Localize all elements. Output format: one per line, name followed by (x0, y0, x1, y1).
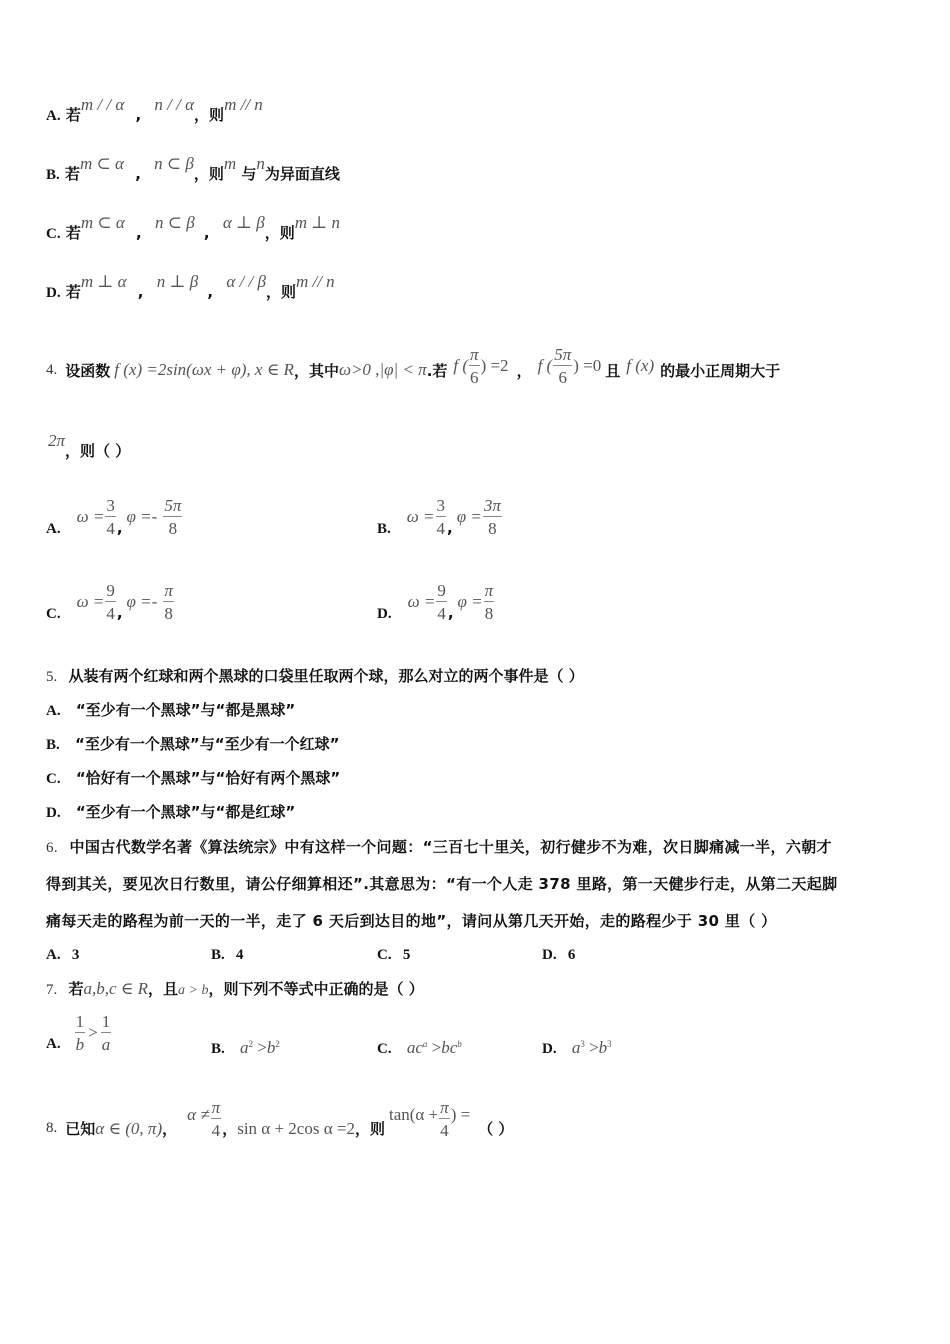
math-fraction: $\frac{1}{a}$ (101, 1011, 111, 1054)
q7-option-c (377, 1038, 462, 1058)
math: ω = (407, 591, 436, 611)
q7-stem (46, 978, 424, 999)
math-condition: α ⊥ β (222, 213, 265, 232)
option-label: C. (46, 606, 61, 622)
q6-option-a (46, 945, 79, 964)
question-number: 6. (46, 840, 58, 856)
math-operator: > (253, 1038, 267, 1057)
math-exponent: 2 (248, 1039, 253, 1049)
option-label: B. (211, 947, 225, 963)
math: f ( (453, 356, 469, 375)
text: ，则 (194, 106, 225, 124)
option-text: 5 (402, 947, 411, 963)
option-label: A. (46, 108, 61, 124)
math-fraction: $\frac{\pi}{8}$ (484, 580, 494, 623)
q6-stem-line3 (46, 910, 776, 931)
question-text: 得到其关，要见次日行数里，请公仔细算相还”.其意思为：“有一个人走 378 里路，第一天健步行走，从第二天起脚 (46, 875, 838, 893)
option-label: C. (377, 947, 392, 963)
text: （ ） (478, 1120, 514, 1138)
math: ω = (76, 506, 105, 526)
math: sin α + 2cos α =2 (237, 1118, 355, 1138)
math-fraction: $\frac{\pi}{6}$ (470, 345, 479, 387)
math-operator: > (88, 1022, 98, 1042)
q4-option-a: A. ω = $\frac{3}{4}$ , φ =- $\frac{5\pi}{8}$ (46, 495, 182, 538)
option-label: B. (46, 167, 60, 183)
text: ，其中 (293, 361, 339, 380)
math: φ = (457, 591, 483, 611)
math-condition: m / / α (80, 95, 125, 114)
math: f ( (537, 356, 553, 375)
q5-option-d (46, 801, 295, 822)
option-text: 6 (567, 947, 576, 963)
math-exponent: a (422, 1039, 428, 1049)
math-result: m ⊥ n (294, 213, 341, 232)
text: ， (222, 1120, 238, 1138)
math-condition: ω>0 , (338, 360, 380, 379)
text: 且 (605, 361, 621, 380)
q4-option-b: B. ω = $\frac{3}{4}$ , φ = $\frac{3\pi}{8}$ (377, 495, 501, 538)
math-condition: n ⊂ β (154, 154, 194, 173)
q4-option-d: D. ω = $\frac{9}{4}$ , φ = $\frac{\pi}{8}$ (377, 580, 494, 623)
math-fraction: $\frac{\pi}{8}$ (164, 580, 173, 623)
math: 2π (48, 431, 66, 450)
text: ，且 (148, 980, 179, 998)
math: a (571, 1038, 581, 1057)
math-condition: n / / α (154, 95, 195, 114)
math-fraction: $\frac{9}{4}$ (437, 580, 446, 623)
math: b (598, 1038, 608, 1057)
math-exponent: 3 (607, 1039, 612, 1049)
text: 若 (65, 283, 81, 301)
option-label: B. (377, 521, 391, 537)
option-label: A. (46, 1036, 61, 1052)
math-function: f (x) =2sin(ωx + φ) (114, 360, 247, 379)
math-fraction: $\frac{\pi}{4}$ (440, 1097, 449, 1140)
option-label: A. (46, 947, 61, 963)
math: tan(α + (388, 1104, 439, 1124)
math: a,b,c ∈ R (83, 979, 149, 998)
math-fraction: $\frac{1}{b}$ (75, 1011, 85, 1054)
q5-option-b (46, 733, 339, 754)
text: ，则（ ） (65, 442, 131, 460)
option-text: “恰好有一个黑球”与“恰好有两个黑球” (75, 769, 341, 787)
text: 的最小正周期大于 (660, 361, 781, 380)
question-number: 8. (46, 1120, 58, 1136)
math-fraction: $\frac{\pi}{4}$ (211, 1097, 221, 1140)
math-fraction: $\frac{3}{4}$ (436, 495, 445, 538)
option-label: D. (377, 606, 392, 622)
math: f (x) (626, 356, 655, 375)
q6-stem-line2 (46, 873, 837, 894)
text: 若 (65, 106, 81, 124)
math: α ≠ (187, 1104, 210, 1124)
math-fraction: $\frac{5\pi}{6}$ (554, 345, 572, 387)
math-var: m (223, 154, 237, 173)
math-condition: α / / β (226, 272, 266, 291)
math: φ = (456, 506, 482, 526)
math-condition: m ⊥ α (80, 272, 127, 291)
math: ac (406, 1038, 423, 1057)
q6-option-d (542, 945, 575, 964)
q6-option-c (377, 945, 410, 964)
q3-option-b: B. 若m ⊂ α , n ⊂ β，则m 与n为异面直线 (46, 154, 340, 183)
math-condition: m ⊂ α (80, 154, 124, 173)
math-exponent: 2 (275, 1039, 280, 1049)
text: ，则 (265, 283, 296, 301)
math: φ =- (126, 591, 158, 611)
option-text: “至少有一个黑球”与“至少有一个红球” (75, 735, 340, 753)
option-label: C. (377, 1041, 392, 1057)
option-label: C. (46, 226, 61, 242)
question-number: 5. (46, 669, 58, 685)
text: ， (162, 1120, 178, 1138)
text: 若 (65, 165, 81, 183)
math-fraction: $\frac{9}{4}$ (106, 580, 115, 623)
text: ，则 (354, 1120, 385, 1138)
text: ，则 (193, 165, 224, 183)
math: α ∈ (0, π) (95, 1118, 163, 1138)
text: 设函数 (65, 361, 111, 380)
math: ) =0 (573, 356, 602, 375)
q5-option-c (46, 767, 340, 788)
q6-option-b (211, 945, 244, 964)
text: ，则下列不等式中正确的是（ ） (208, 980, 424, 998)
question-number: 4. (46, 361, 58, 378)
text: .若 (426, 361, 448, 380)
text: 若 (65, 224, 81, 242)
text: 与 (241, 165, 257, 183)
text: 已知 (65, 1120, 96, 1138)
option-label: D. (542, 1041, 557, 1057)
option-text: 4 (236, 947, 244, 963)
q4-stem-line1 (46, 345, 781, 390)
math-operator: > (584, 1038, 599, 1057)
text: 若 (68, 980, 84, 998)
math-fraction: $\frac{3}{4}$ (106, 495, 115, 538)
q6-stem-line1 (46, 836, 832, 857)
q3-option-a: A. 若m / / α , n / / α，则m // n (46, 95, 263, 124)
math: a > b (178, 983, 209, 998)
q5-stem (46, 665, 584, 686)
math-condition: n ⊂ β (154, 213, 195, 232)
option-label: B. (211, 1041, 225, 1057)
q3-option-d: D. 若m ⊥ α , n ⊥ β , α / / β，则m // n (46, 272, 335, 301)
q7-option-b (211, 1038, 280, 1058)
math-fraction: $\frac{3\pi}{8}$ (483, 495, 501, 538)
math-condition: m ⊂ α (80, 213, 125, 232)
math: φ =- (126, 506, 158, 526)
math-domain: , x ∈ R (246, 360, 294, 379)
math: b (266, 1038, 276, 1057)
option-text: “至少有一个黑球”与“都是黑球” (75, 701, 296, 719)
math-condition: |φ| < π (379, 360, 427, 379)
option-label: A. (46, 521, 61, 537)
math: a (240, 1038, 249, 1057)
math-var: n (256, 154, 265, 173)
question-text: 痛每天走的路程为前一天的一半，走了 6 天后到达目的地”，请问从第几天开始，走的路程少于 30 里（ ） (46, 912, 777, 930)
q7-option-d (542, 1038, 612, 1058)
option-label: D. (542, 947, 557, 963)
text: ，则 (264, 224, 295, 242)
q8-stem (46, 1098, 513, 1139)
math: ω = (76, 591, 105, 611)
math: ω = (406, 506, 435, 526)
math-fraction: $\frac{5\pi}{8}$ (164, 495, 182, 538)
q3-option-c: C. 若m ⊂ α , n ⊂ β , α ⊥ β，则m ⊥ n (46, 213, 341, 242)
math-exponent: b (457, 1039, 462, 1049)
math: ) =2 (480, 356, 509, 375)
text: 为异面直线 (264, 165, 340, 183)
question-text: 从装有两个红球和两个黑球的口袋里任取两个球，那么对立的两个事件是（ ） (68, 667, 584, 685)
text: ， (516, 361, 532, 380)
option-label: C. (46, 771, 61, 787)
math-condition: n ⊥ β (156, 272, 199, 291)
math-result: m // n (224, 95, 263, 114)
question-text: 中国古代数学名著《算法统宗》中有这样一个问题：“三百七十里关，初行健步不为难，次日脚痛减一半，六朝才 (69, 838, 832, 856)
option-label: D. (46, 285, 61, 301)
math-operator: > (427, 1038, 442, 1057)
q4-stem-line2 (48, 431, 131, 461)
q4-option-c: C. ω = $\frac{9}{4}$ , φ =- $\frac{\pi}{8}$ (46, 580, 173, 623)
option-text: “至少有一个黑球”与“都是红球” (75, 803, 296, 821)
math: ) = (450, 1104, 471, 1124)
math: bc (441, 1038, 458, 1057)
math-exponent: 3 (580, 1039, 585, 1049)
q7-option-a (46, 1012, 112, 1053)
option-text: 3 (71, 947, 80, 963)
option-label: A. (46, 703, 61, 719)
q5-option-a (46, 699, 295, 720)
math-result: m // n (295, 272, 335, 291)
question-number: 7. (46, 982, 58, 998)
option-label: D. (46, 805, 61, 821)
option-label: B. (46, 737, 60, 753)
